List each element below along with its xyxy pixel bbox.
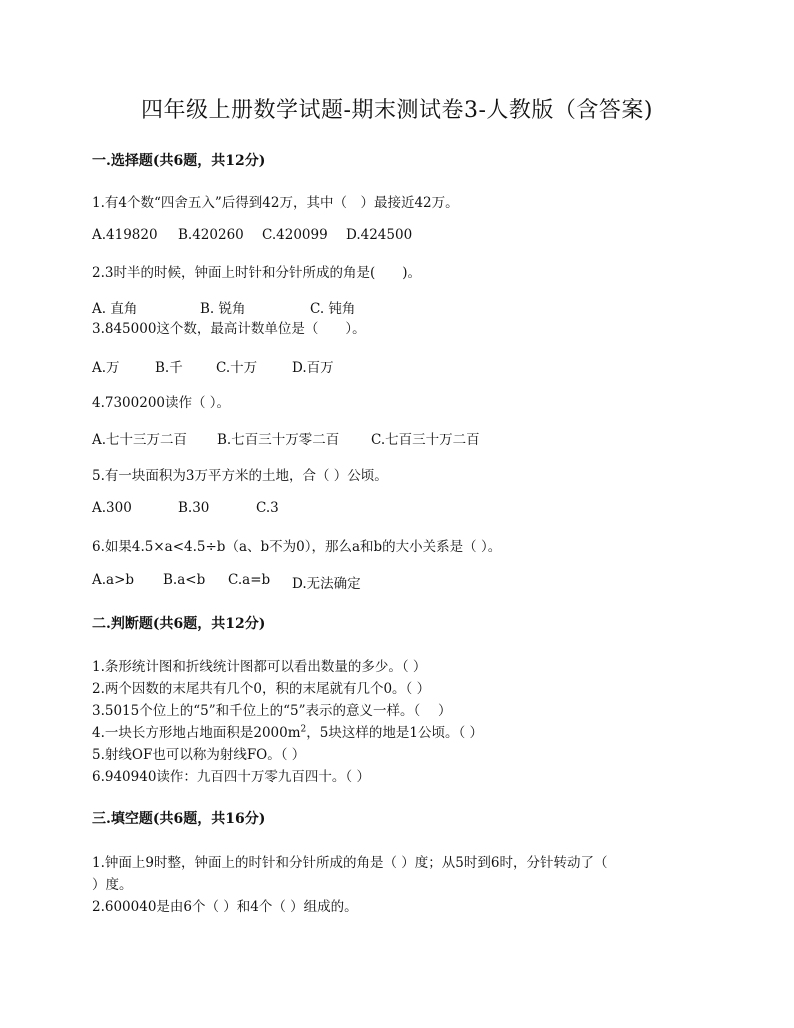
option-c: C.七百三十万二百 xyxy=(371,432,480,448)
question-1: 1.有4个数“四舍五入”后得到42万，其中（ ）最接近42万。 xyxy=(92,195,459,211)
option-a: A.a>b xyxy=(92,572,135,588)
fill-blank-1-continued: ）度。 xyxy=(92,877,133,893)
option-d: D.百万 xyxy=(292,360,334,376)
option-c: C. 钝角 xyxy=(310,301,356,317)
judgement-5: 5.射线OF也可以称为射线FO。（ ） xyxy=(92,747,306,763)
section-heading-choice: 一.选择题(共6题，共12分) xyxy=(92,153,266,169)
section-heading-fill-blank: 三.填空题(共6题，共16分) xyxy=(92,811,266,827)
option-b: B.30 xyxy=(178,500,210,516)
judgement-4-text: 4.一块长方形地占地面积是2000m xyxy=(92,725,301,741)
option-b: B.七百三十万零二百 xyxy=(217,432,340,448)
option-c: C.a=b xyxy=(228,572,271,588)
judgement-2: 2.两个因数的末尾共有几个0，积的末尾就有几个0。（ ） xyxy=(92,681,431,697)
option-a: A.万 xyxy=(92,360,120,376)
judgement-3: 3.5015个位上的“5”和千位上的“5”表示的意义一样。（ ） xyxy=(92,703,452,719)
option-b: B.a<b xyxy=(163,572,206,588)
option-c: C.3 xyxy=(256,500,279,516)
question-4: 4.7300200读作（ ）。 xyxy=(92,395,231,411)
section-heading-judgement: 二.判断题(共6题，共12分) xyxy=(92,616,266,632)
question-3: 3.845000这个数，最高计数单位是（ ）。 xyxy=(92,321,366,337)
fill-blank-1: 1.钟面上9时整，钟面上的时针和分针所成的角是（ ）度；从5时到6时，分针转动了（ xyxy=(92,855,608,871)
option-a: A. 直角 xyxy=(92,301,138,317)
option-b: B.420260 xyxy=(178,227,244,243)
option-c: C.420099 xyxy=(262,227,328,243)
option-b: B. 锐角 xyxy=(200,301,246,317)
question-5: 5.有一块面积为3万平方米的土地，合（ ）公顷。 xyxy=(92,468,388,484)
question-6: 6.如果4.5×a<4.5÷b（a、b不为0），那么a和b的大小关系是（ ）。 xyxy=(92,539,502,555)
option-c: C.十万 xyxy=(216,360,258,376)
judgement-1: 1.条形统计图和折线统计图都可以看出数量的多少。（ ） xyxy=(92,659,427,675)
option-a: A.419820 xyxy=(92,227,158,243)
page-title: 四年级上册数学试题-期末测试卷3-人教版（含答案) xyxy=(141,98,653,123)
judgement-4 xyxy=(92,721,483,741)
question-2: 2.3时半的时候，钟面上时针和分针所成的角是( )。 xyxy=(92,265,422,281)
option-d: D.424500 xyxy=(346,227,413,243)
option-a: A.300 xyxy=(92,500,132,516)
fill-blank-2: 2.600040是由6个（ ）和4个（ ）组成的。 xyxy=(92,899,358,915)
option-a: A.七十三万二百 xyxy=(92,432,188,448)
superscript-2: 2 xyxy=(300,724,307,735)
judgement-4-tail: ，5块这样的地是1公顷。（ ） xyxy=(306,725,484,741)
judgement-6: 6.940940读作：九百四十万零九百四十。（ ） xyxy=(92,769,370,785)
option-d: D.无法确定 xyxy=(292,576,361,592)
option-b: B.千 xyxy=(155,360,183,376)
